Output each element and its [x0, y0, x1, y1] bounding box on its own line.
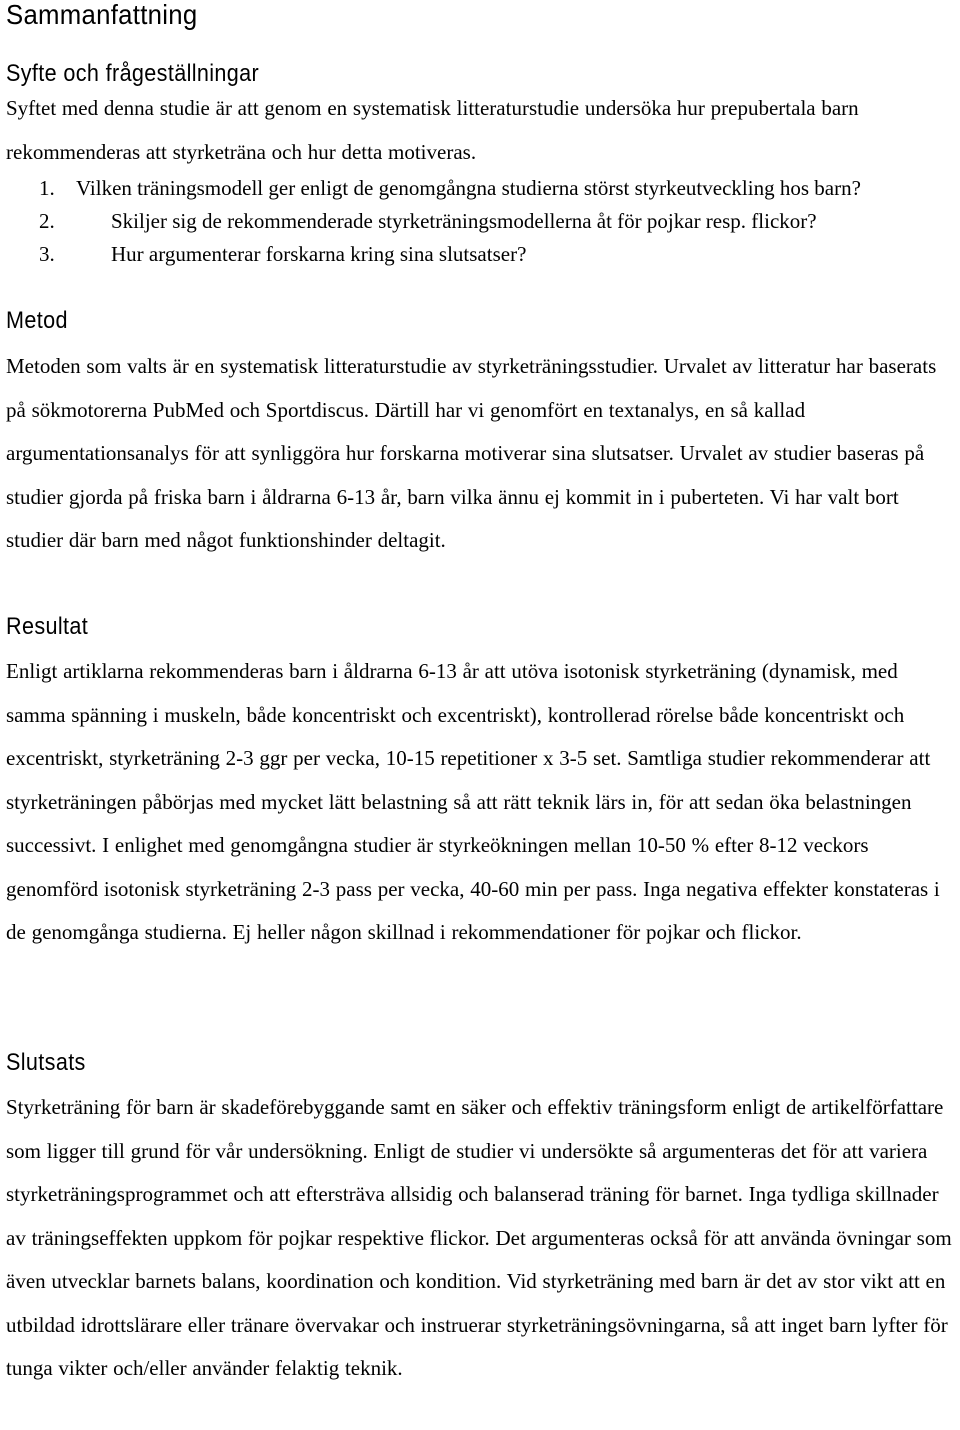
- heading-slutsats: Slutsats: [6, 1049, 86, 1076]
- question-text: Vilken träningsmodell ger enligt de genomgångna studierna störst styrkeutveckling hos barn?: [76, 176, 861, 200]
- heading-resultat: Resultat: [6, 613, 89, 640]
- slutsats-body: Styrketräning för barn är skadeförebyggande samt en säker och effektiv träningsform enligt de artikelförfattare som ligger till grund för vår undersökning. Enligt de studier vi undersökte så argumenteras det för att variera styrketräningsprogrammet och att eftersträva allsidig och balanserad träning för barnet. Inga tydliga skillnader av träningseffekten uppkom för pojkar respektive flickor. Det argumenteras också för att använda övningar som även utvecklar barnets balans, koordination och kondition. Vid styrketräning med barn är det av stor vikt att en utbildad idrottslärare eller tränare övervakar och instruerar styrketräningsövningarna, så att inget barn lyfter för tunga vikter och/eller använder felaktig teknik.: [6, 1095, 952, 1380]
- document-title: Sammanfattning: [6, 0, 198, 30]
- syfte-intro: Syftet med denna studie är att genom en systematisk litteraturstudie undersöka hur prepubertala barn rekommenderas att styrketräna och hur detta motiveras.: [6, 96, 859, 164]
- question-number: 3.: [39, 242, 55, 266]
- resultat-body: Enligt artiklarna rekommenderas barn i åldrarna 6-13 år att utöva isotonisk styrketräning (dynamisk, med samma spänning i muskeln, både koncentriskt och excentriskt), kontrollerad rörelse både koncentriskt och excentriskt, styrketräning 2-3 ggr per vecka, 10-15 repetitioner x 3-5 set. Samtliga studier rekommenderar att styrketräningen påbörjas med mycket lätt belastning så att rätt teknik lärs in, för att sedan öka belastningen successivt. I enlighet med genomgångna studier är styrkeökningen mellan 10-50 % efter 8-12 veckors genomförd isotonisk styrketräning 2-3 pass per vecka, 40-60 min per pass. Inga negativa effekter konstateras i de genomgånga studierna. Ej heller någon skillnad i rekommendationer för pojkar och flickor.: [6, 659, 940, 944]
- list-item: [40, 240, 956, 269]
- question-list: [40, 174, 956, 273]
- question-text: Skiljer sig de rekommenderade styrketräningsmodellerna åt för pojkar resp. flickor?: [111, 209, 817, 233]
- list-item: [40, 174, 956, 203]
- metod-body: Metoden som valts är en systematisk litteraturstudie av styrketräningsstudier. Urvalet av litteratur har baserats på sökmotorerna PubMed och Sportdiscus. Därtill har vi genomfört en textanalys, en så kallad argumentationsanalys för att synliggöra hur forskarna motiverar sina slutsatser. Urvalet av studier baseras på studier gjorda på friska barn i åldrarna 6-13 år, barn vilka ännu ej kommit in i puberteten. Vi har valt bort studier där barn med något funktionshinder deltagit.: [6, 354, 937, 552]
- question-text: Hur argumenterar forskarna kring sina slutsatser?: [111, 242, 527, 266]
- heading-syfte: Syfte och frågeställningar: [6, 60, 260, 87]
- list-item: [40, 207, 956, 236]
- question-number: 2.: [39, 209, 55, 233]
- question-number: 1.: [39, 176, 55, 200]
- heading-metod: Metod: [6, 307, 68, 334]
